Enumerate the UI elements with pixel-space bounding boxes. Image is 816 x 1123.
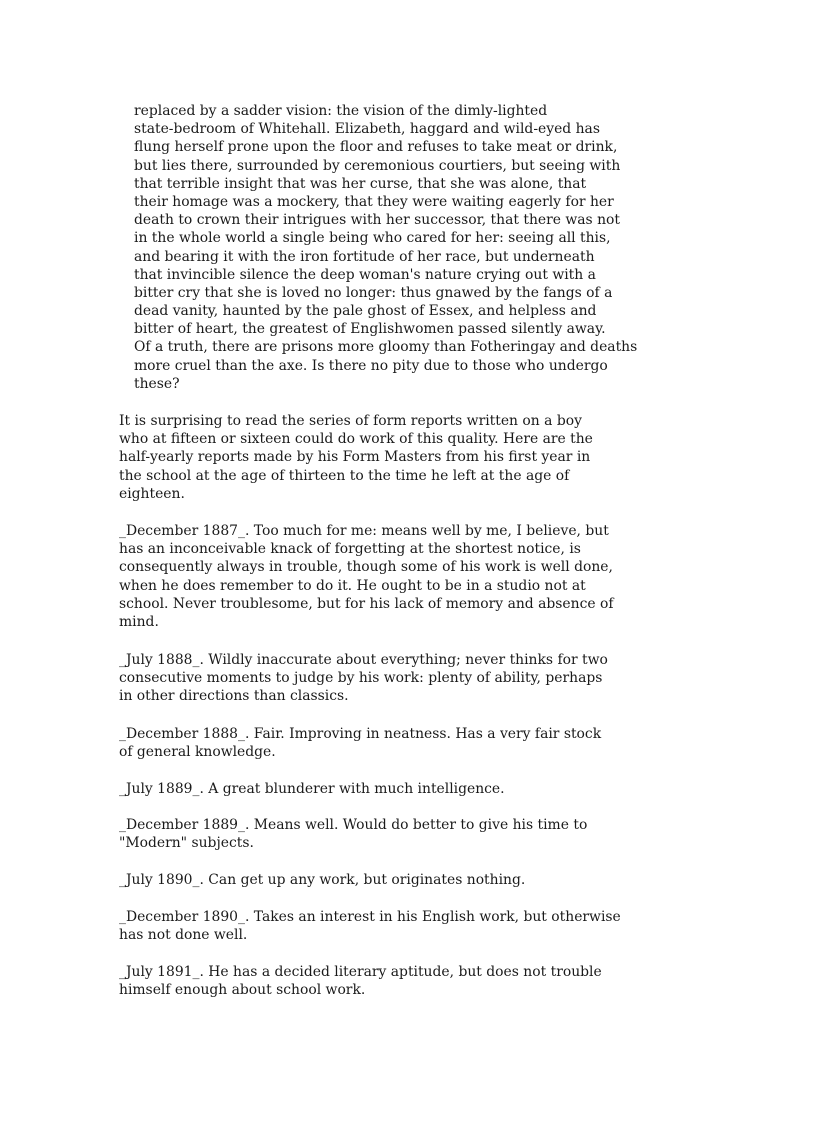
quote-line: bitter cry that she is loved no longer: thus gnawed by the fangs of a bbox=[134, 284, 613, 301]
quote-line: state-bedroom of Whitehall. Elizabeth, haggard and wild-eyed has bbox=[134, 121, 600, 138]
quote-line: replaced by a sadder vision: the vision of the dimly-lighted bbox=[134, 103, 548, 119]
paragraph-line: mind. bbox=[119, 613, 159, 630]
paragraph-line: "Modern" subjects. bbox=[119, 835, 254, 852]
quote-line: flung herself prone upon the floor and refuses to take meat or drink, bbox=[134, 139, 618, 156]
paragraph-line: in other directions than classics. bbox=[119, 688, 349, 705]
quote-line: their homage was a mockery, that they were waiting eagerly for her bbox=[134, 193, 614, 210]
paragraph-line: has an inconceivable knack of forgetting at the shortest notice, is bbox=[119, 541, 581, 558]
paragraph-line: himself enough about school work. bbox=[119, 982, 366, 999]
quote-line: in the whole world a single being who cared for her: seeing all this, bbox=[134, 230, 611, 247]
report-december-1890 bbox=[119, 908, 779, 944]
paragraph-line: _July 1890_. Can get up any work, but originates nothing. bbox=[119, 872, 526, 888]
report-december-1887 bbox=[119, 522, 779, 631]
paragraph-line: _July 1888_. Wildly inaccurate about everything; never thinks for two bbox=[119, 652, 608, 668]
paragraph-line: of general knowledge. bbox=[119, 744, 276, 761]
report-july-1891 bbox=[119, 963, 779, 999]
paragraph-line: _July 1889_. A great blunderer with much intelligence. bbox=[119, 781, 505, 797]
paragraph-line: _December 1889_. Means well. Would do better to give his time to bbox=[119, 817, 588, 833]
paragraph-line: school. Never troublesome, but for his lack of memory and absence of bbox=[119, 595, 614, 612]
paragraph-line: the school at the age of thirteen to the time he left at the age of bbox=[119, 467, 570, 484]
paragraph-line: _July 1891_. He has a decided literary aptitude, but does not trouble bbox=[119, 964, 602, 980]
paragraph-line: who at fifteen or sixteen could do work of this quality. Here are the bbox=[119, 431, 593, 448]
report-december-1888 bbox=[119, 725, 779, 761]
paragraph-line: eighteen. bbox=[119, 485, 185, 502]
paragraph-line: _December 1890_. Takes an interest in his English work, but otherwise bbox=[119, 909, 621, 925]
quote-line: these? bbox=[134, 375, 180, 392]
report-july-1890 bbox=[119, 871, 779, 889]
paragraph-line: when he does remember to do it. He ought to be in a studio not at bbox=[119, 577, 586, 594]
quote-line: Of a truth, there are prisons more gloomy than Fotheringay and deaths bbox=[134, 339, 638, 356]
paragraph-line: consecutive moments to judge by his work: plenty of ability, perhaps bbox=[119, 670, 603, 687]
quote-line: that invincible silence the deep woman's nature crying out with a bbox=[134, 266, 596, 283]
paragraph-line: half-yearly reports made by his Form Masters from his first year in bbox=[119, 449, 591, 466]
block-quote bbox=[134, 102, 774, 393]
report-july-1888 bbox=[119, 651, 779, 706]
intro-paragraph bbox=[119, 412, 779, 503]
quote-line: more cruel than the axe. Is there no pity due to those who undergo bbox=[134, 357, 608, 374]
report-december-1889 bbox=[119, 816, 779, 852]
report-july-1889 bbox=[119, 780, 779, 798]
quote-line: dead vanity, haunted by the pale ghost of Essex, and helpless and bbox=[134, 303, 597, 320]
paragraph-line: It is surprising to read the series of form reports written on a boy bbox=[119, 413, 582, 429]
paragraph-line: consequently always in trouble, though some of his work is well done, bbox=[119, 559, 613, 576]
paragraph-line: _December 1888_. Fair. Improving in neatness. Has a very fair stock bbox=[119, 726, 602, 742]
paragraph-line: _December 1887_. Too much for me: means well by me, I believe, but bbox=[119, 523, 609, 539]
quote-line: but lies there, surrounded by ceremonious courtiers, but seeing with bbox=[134, 157, 621, 174]
paragraph-line: has not done well. bbox=[119, 927, 248, 944]
quote-line: bitter of heart, the greatest of Englishwomen passed silently away. bbox=[134, 321, 606, 338]
quote-line: that terrible insight that was her curse, that she was alone, that bbox=[134, 175, 587, 192]
quote-line: death to crown their intrigues with her successor, that there was not bbox=[134, 212, 620, 229]
quote-line: and bearing it with the iron fortitude of her race, but underneath bbox=[134, 248, 595, 265]
